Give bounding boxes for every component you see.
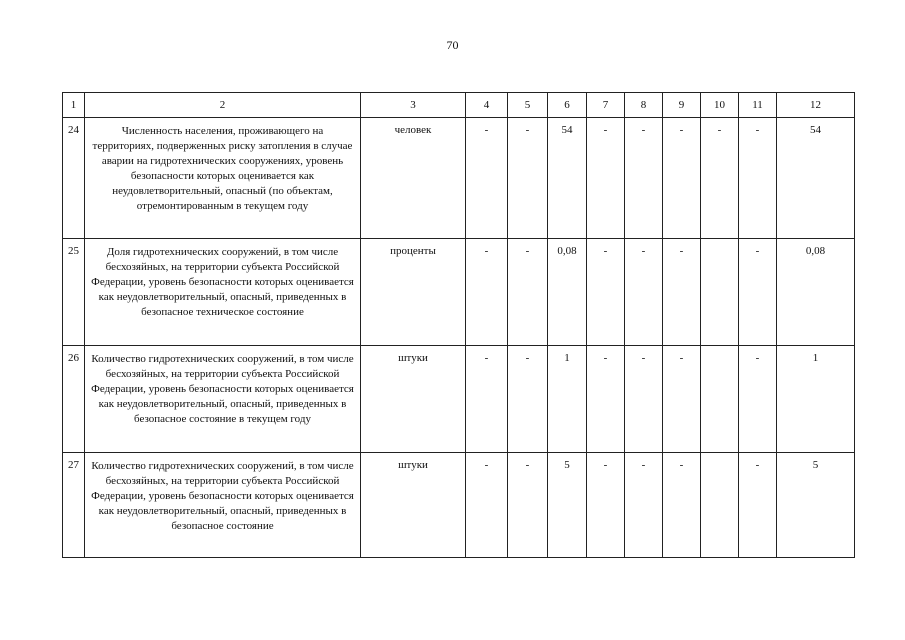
value-cell: 5 (548, 453, 587, 558)
row-number: 26 (63, 346, 85, 453)
value-cell: - (625, 453, 663, 558)
value-cell: - (508, 239, 548, 346)
column-header: 8 (625, 93, 663, 118)
column-header: 11 (739, 93, 777, 118)
column-header: 5 (508, 93, 548, 118)
table-row (63, 453, 855, 558)
page-number: 70 (446, 38, 459, 52)
column-header: 7 (587, 93, 625, 118)
header-row (63, 93, 855, 118)
value-cell (701, 346, 739, 453)
value-cell: - (508, 453, 548, 558)
value-cell: - (466, 346, 508, 453)
value-cell: - (739, 239, 777, 346)
indicator-description: Численность населения, проживающего на территориях, подверженных риску затопления в случае аварии на гидротехнических сооружениях, уровень безопасности которых оценивается как неудовлетворительный, опасный (по объектам, отремонтированным в текущем году (85, 118, 361, 239)
total-cell: 54 (777, 118, 855, 239)
value-cell: - (466, 239, 508, 346)
value-cell: - (508, 346, 548, 453)
value-cell: - (701, 118, 739, 239)
value-cell: - (625, 118, 663, 239)
value-cell: - (739, 346, 777, 453)
indicator-description: Количество гидротехнических сооружений, в том числе бесхозяйных, на территории субъекта Российской Федерации, уровень безопасности которых оценивается как неудовлетворительный, опасный, приведенных в безопасное состояние в текущем году (85, 346, 361, 453)
value-cell: - (739, 118, 777, 239)
unit-cell: штуки (361, 346, 466, 453)
value-cell: - (466, 453, 508, 558)
value-cell: - (739, 453, 777, 558)
value-cell: - (466, 118, 508, 239)
row-number: 25 (63, 239, 85, 346)
value-cell: - (625, 239, 663, 346)
row-number: 24 (63, 118, 85, 239)
table-row (63, 346, 855, 453)
column-header: 3 (361, 93, 466, 118)
column-header: 4 (466, 93, 508, 118)
value-cell: 54 (548, 118, 587, 239)
unit-cell: проценты (361, 239, 466, 346)
value-cell: - (587, 346, 625, 453)
value-cell: - (663, 346, 701, 453)
value-cell: - (587, 453, 625, 558)
value-cell (701, 453, 739, 558)
value-cell: - (663, 453, 701, 558)
column-header: 10 (701, 93, 739, 118)
value-cell: - (663, 239, 701, 346)
value-cell: - (587, 118, 625, 239)
indicators-table (62, 92, 855, 558)
column-header: 12 (777, 93, 855, 118)
indicator-description: Количество гидротехнических сооружений, в том числе бесхозяйных, на территории субъекта Российской Федерации, уровень безопасности которых оценивается как неудовлетворительный, опасный, приведенных в безопасное состояние (85, 453, 361, 558)
table-row (63, 118, 855, 239)
value-cell: - (663, 118, 701, 239)
column-header: 2 (85, 93, 361, 118)
indicator-description: Доля гидротехнических сооружений, в том числе бесхозяйных, на территории субъекта Российской Федерации, уровень безопасности которых оценивается как неудовлетворительный, опасный, приведенных в безопасное техническое состояние (85, 239, 361, 346)
value-cell: - (625, 346, 663, 453)
row-number: 27 (63, 453, 85, 558)
unit-cell: человек (361, 118, 466, 239)
table-row (63, 239, 855, 346)
column-header: 1 (63, 93, 85, 118)
total-cell: 5 (777, 453, 855, 558)
column-header: 9 (663, 93, 701, 118)
column-header: 6 (548, 93, 587, 118)
value-cell: 0,08 (548, 239, 587, 346)
unit-cell: штуки (361, 453, 466, 558)
total-cell: 1 (777, 346, 855, 453)
value-cell (701, 239, 739, 346)
value-cell: - (508, 118, 548, 239)
total-cell: 0,08 (777, 239, 855, 346)
value-cell: 1 (548, 346, 587, 453)
value-cell: - (587, 239, 625, 346)
